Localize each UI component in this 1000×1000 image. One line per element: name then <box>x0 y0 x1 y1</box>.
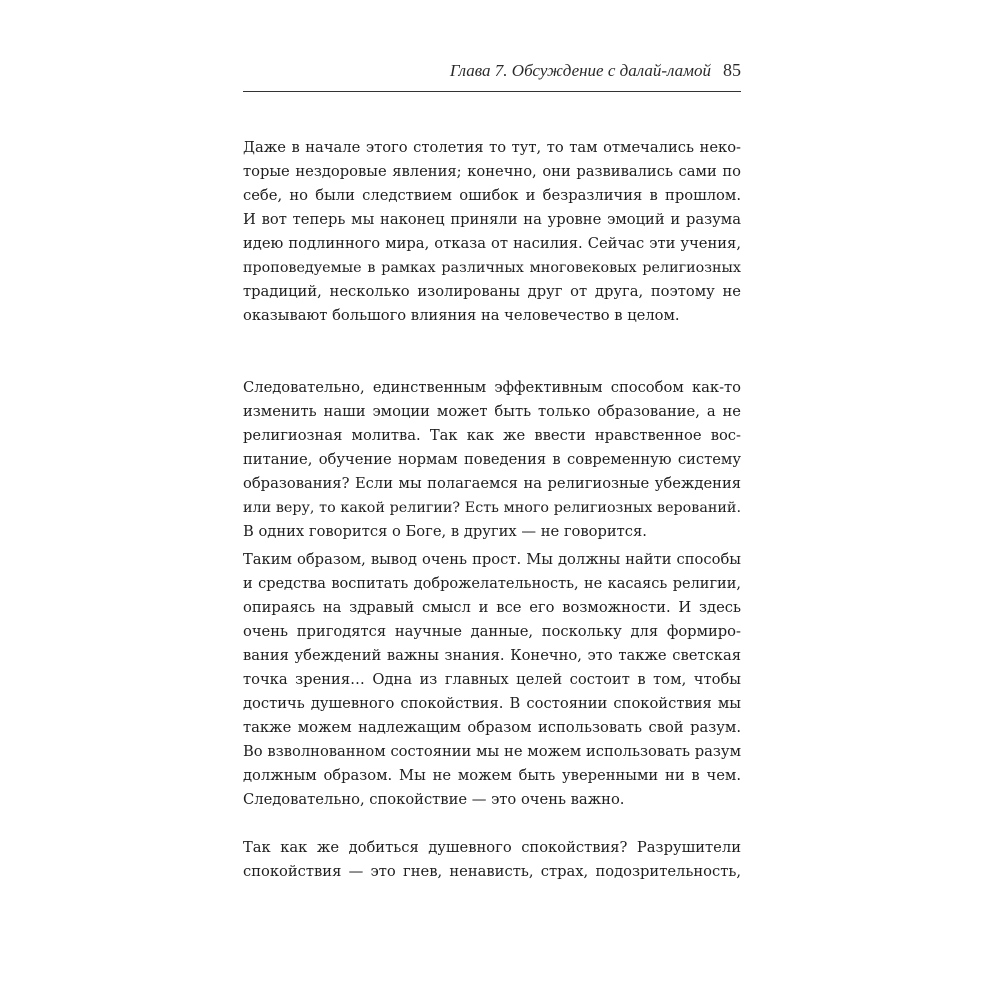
text-line: проповедуемые в рамках различных многовековых религиозных <box>243 260 741 276</box>
paragraph-2 <box>243 376 741 544</box>
text-line: спокойствия — это гнев, ненависть, страх, подозрительность, <box>243 863 741 880</box>
text-line: Следовательно, единственным эффективным способом как-то <box>243 379 741 396</box>
text-line: достичь душевного спокойствия. В состоянии спокойствия мы <box>243 695 741 712</box>
text-line: идею подлинного мира, отказа от насилия. Сейчас эти учения, <box>243 235 741 252</box>
text-line: образования? Если мы полагаемся на религиозные убеждения <box>243 475 741 492</box>
text-line: вания убеждений важны знания. Конечно, это также светская <box>243 647 741 664</box>
text-line: точка зрения… Одна из главных целей состоит в том, чтобы <box>243 671 741 688</box>
text-line: В одних говорится о Боге, в других — не говорится. <box>243 523 647 540</box>
text-line: религиозная молитва. Так как же ввести нравственное вос- <box>243 427 741 444</box>
chapter-title: Глава 7. Обсуждение с далай-ламой <box>449 61 711 80</box>
text-line: Во взволнованном состоянии мы не можем использовать разум <box>243 743 741 760</box>
text-line: питание, обучение нормам поведения в современную систему <box>243 451 741 468</box>
text-line: торые нездоровые явления; конечно, они развивались сами по <box>243 163 741 180</box>
text-line: должным образом. Мы не можем быть уверенными ни в чем. <box>243 767 741 784</box>
text-line: Следовательно, спокойствие — это очень важно. <box>243 791 625 808</box>
text-line: опираясь на здравый смысл и все его возможности. И здесь <box>243 599 741 616</box>
text-line: оказывают большого влияния на человечество в целом. <box>243 307 680 324</box>
text-line: и средства воспитать доброжелательность, не касаясь религии, <box>243 576 741 592</box>
page-number: 85 <box>723 60 741 80</box>
paragraph-3 <box>243 548 741 812</box>
text-line: Даже в начале этого столетия то тут, то там отмечались неко- <box>243 139 741 156</box>
running-header <box>243 60 741 92</box>
text-line: очень пригодятся научные данные, поскольку для формиро- <box>243 623 741 640</box>
text-line: Таким образом, вывод очень прост. Мы должны найти способы <box>243 551 741 568</box>
paragraph-1 <box>243 136 741 328</box>
text-line: Так как же добиться душевного спокойствия? Разрушители <box>243 839 741 856</box>
text-line: традиций, несколько изолированы друг от друга, поэтому не <box>243 283 741 300</box>
paragraph-4 <box>243 836 741 884</box>
text-line: И вот теперь мы наконец приняли на уровне эмоций и разума <box>243 211 741 228</box>
text-line: себе, но были следствием ошибок и безразличия в прошлом. <box>243 187 741 204</box>
text-line: или веру, то какой религии? Есть много религиозных верований. <box>243 500 741 516</box>
text-line: изменить наши эмоции может быть только образование, а не <box>243 403 741 420</box>
text-line: также можем надлежащим образом использовать свой разум. <box>243 719 741 736</box>
